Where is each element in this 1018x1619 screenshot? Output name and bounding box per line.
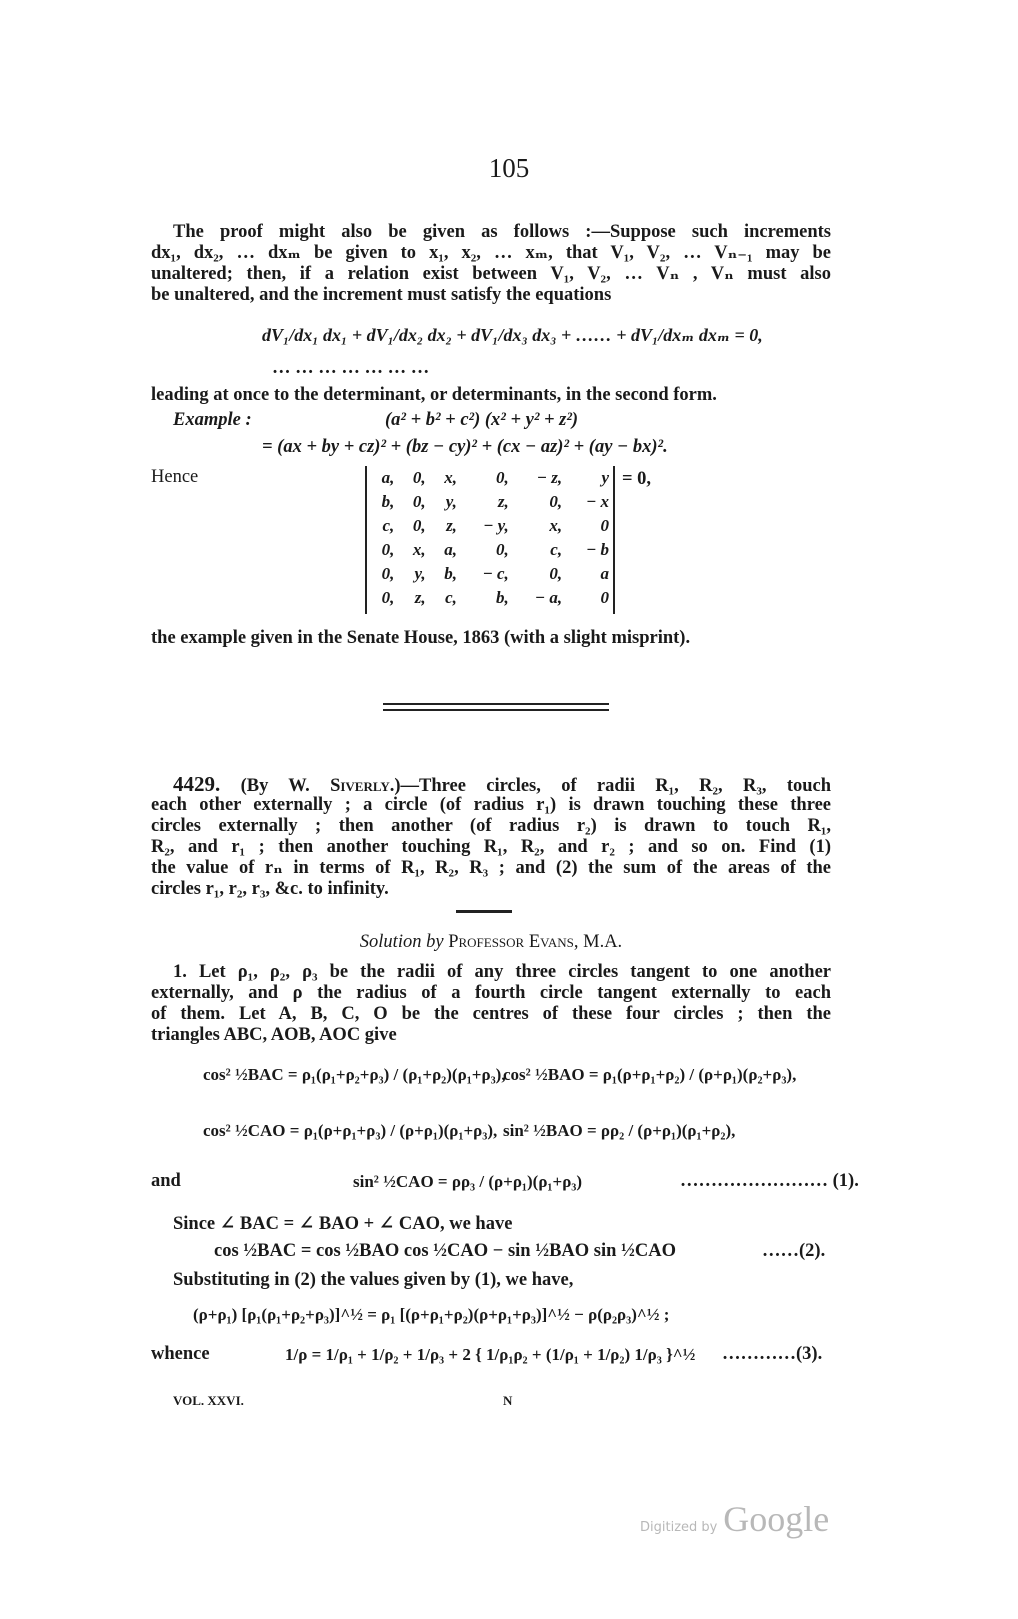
determinant-cell: 0	[600, 516, 609, 535]
substituting-line: Substituting in (2) the values given by (1), we have,	[173, 1270, 574, 1290]
page-number: 105	[488, 153, 530, 183]
para3: the example given in the Senate House, 1863 (with a slight misprint).	[151, 628, 691, 648]
eq-cos-bao: cos² ½BAO = ρ₁(ρ+ρ₁+ρ₂) / (ρ+ρ₁)(ρ₂+ρ₃),	[503, 1065, 797, 1084]
determinant	[365, 466, 615, 614]
and-label: and	[151, 1171, 181, 1191]
para1-line: The proof might also be given as follows :—Suppose such increments	[173, 222, 831, 242]
volume-footer: VOL. XXVI.	[173, 1393, 244, 1408]
determinant-cell: − y,	[483, 516, 509, 535]
determinant-cell: c,	[550, 540, 563, 559]
eq-3: 1/ρ = 1/ρ₁ + 1/ρ₂ + 1/ρ₃ + 2 { 1/ρ₁ρ₂ + (1/ρ₁ + 1/ρ₂) 1/ρ₃ }^½	[285, 1345, 696, 1364]
determinant-cell: 0,	[412, 468, 426, 487]
determinant-cell: y	[601, 468, 609, 487]
determinant-cell: x,	[412, 540, 426, 559]
determinant-cell: 0,	[412, 516, 426, 535]
determinant-cell: z,	[446, 516, 457, 535]
whence-label: whence	[151, 1344, 210, 1364]
question-author: Siverly	[330, 776, 390, 796]
author-prefix: (By W.	[240, 776, 331, 796]
determinant-cell: 0,	[549, 492, 563, 511]
eq-2: cos ½BAC = cos ½BAO cos ½CAO − sin ½BAO sin ½CAO	[214, 1241, 677, 1261]
determinant-cell: − c,	[482, 564, 509, 583]
eq-cos-bac: cos² ½BAC = ρ₁(ρ₁+ρ₂+ρ₃) / (ρ₁+ρ₂)(ρ₁+ρ₃),	[203, 1065, 506, 1084]
solution-line: externally, and ρ the radius of a fourth circle tangent externally to each	[151, 983, 831, 1003]
determinant-row	[367, 514, 613, 538]
determinant-cell: b,	[444, 564, 457, 583]
google-watermark	[640, 1498, 829, 1540]
eq-sin-cao: sin² ½CAO = ρρ₃ / (ρ+ρ₁)(ρ₁+ρ₃)	[353, 1172, 583, 1191]
question-number: 4429.	[173, 772, 221, 796]
determinant-cell: z,	[414, 588, 426, 607]
author-suffix: .)—Three circles, of radii R₁, R₂, R₃, touch	[389, 776, 832, 796]
det-equals: = 0,	[622, 469, 652, 489]
determinant-cell: − a,	[534, 588, 563, 607]
question-line: each other externally ; a circle (of radius r₁) is drawn touching these three	[151, 795, 831, 815]
example-label: Example :	[173, 410, 252, 430]
equation-1: dV₁/dx₁ dx₁ + dV₁/dx₂ dx₂ + dV₁/dx₃ dx₃ + …… + dV₁/dxₘ dxₘ = 0,	[262, 325, 763, 345]
solution-line: triangles ABC, AOB, AOC give	[151, 1025, 397, 1045]
eq2-tag: ……(2).	[762, 1241, 826, 1261]
example-line-2: = (ax + by + cz)² + (bz − cy)² + (cx − az)² + (ay − bx)².	[262, 437, 668, 457]
question-line: circles externally ; then another (of radius r₂) is drawn to touch R₁,	[151, 816, 831, 836]
determinant-row	[367, 490, 613, 514]
solution-line: 1. Let ρ₁, ρ₂, ρ₃ be the radii of any three circles tangent to one another	[173, 962, 831, 982]
example-line-1: (a² + b² + c²) (x² + y² + z²)	[385, 410, 579, 430]
determinant-cell: z,	[497, 492, 509, 511]
determinant-cell: b,	[496, 588, 509, 607]
determinant-cell: x,	[444, 468, 457, 487]
determinant-row	[367, 562, 613, 586]
solution-author: Professor Evans, M.A.	[443, 932, 623, 952]
question-line: circles r₁, r₂, r₃, &c. to infinity.	[151, 879, 389, 899]
determinant-cell: 0,	[381, 540, 395, 559]
determinant-cell: c,	[382, 516, 395, 535]
determinant-row	[367, 586, 613, 610]
hence-label: Hence	[151, 467, 199, 487]
double-rule-top	[383, 703, 609, 705]
eq1-tag: …………………… (1).	[680, 1171, 859, 1191]
eq-sin-bao: sin² ½BAO = ρρ₂ / (ρ+ρ₁)(ρ₁+ρ₂),	[503, 1121, 736, 1140]
eq3-tag: …………(3).	[722, 1344, 823, 1364]
signature-mark: N	[503, 1393, 513, 1408]
determinant-cell: − x	[585, 492, 609, 511]
solution-label: Solution by	[359, 932, 444, 952]
determinant-cell: y,	[414, 564, 426, 583]
question-line: R₂, and r₁ ; then another touching R₁, R₂, and r₂ ; and so on. Find (1)	[151, 837, 831, 857]
determinant-cell: a,	[444, 540, 457, 559]
eq-cos-cao: cos² ½CAO = ρ₁(ρ+ρ₁+ρ₃) / (ρ+ρ₁)(ρ₁+ρ₃),	[203, 1121, 498, 1140]
determinant-cell: x,	[549, 516, 563, 535]
determinant-cell: 0,	[549, 564, 563, 583]
determinant-cell: 0,	[381, 588, 395, 607]
question-first-line	[151, 774, 831, 797]
determinant-cell: y,	[445, 492, 457, 511]
watermark-prefix: Digitized by	[640, 1520, 718, 1535]
since-line: Since ∠ BAC = ∠ BAO + ∠ CAO, we have	[173, 1214, 513, 1234]
solution-line: of them. Let A, B, C, O be the centres of these four circles ; then the	[151, 1004, 831, 1024]
determinant-cell: 0,	[412, 492, 426, 511]
determinant-cell: 0,	[496, 468, 509, 487]
determinant-row	[367, 538, 613, 562]
determinant-cell: 0,	[381, 564, 395, 583]
double-rule-bottom	[383, 709, 609, 711]
determinant-cell: 0,	[496, 540, 509, 559]
determinant-cell: b,	[381, 492, 395, 511]
determinant-cell: − b	[585, 540, 609, 559]
watermark-brand: Google	[723, 1499, 830, 1539]
para1-line: be unaltered, and the increment must satisfy the equations	[151, 285, 612, 305]
para2: leading at once to the determinant, or determinants, in the second form.	[151, 385, 717, 405]
eq-substituted: (ρ+ρ₁) [ρ₁(ρ₁+ρ₂+ρ₃)]^½ = ρ₁ [(ρ+ρ₁+ρ₂)(ρ+ρ₁+ρ₃)]^½ − ρ(ρ₂ρ₃)^½ ;	[193, 1305, 670, 1324]
determinant-cell: − z,	[536, 468, 563, 487]
para1-line: unaltered; then, if a relation exist between V₁, V₂, … Vₙ , Vₙ must also	[151, 264, 831, 284]
determinant-cell: c,	[445, 588, 457, 607]
short-rule	[456, 910, 512, 913]
para1-line: dx₁, dx₂, … dxₘ be given to x₁, x₂, … xₘ, that V₁, V₂, … Vₙ₋₁ may be	[151, 243, 831, 263]
solution-heading	[151, 932, 831, 953]
question-line: the value of rₙ in terms of R₁, R₂, R₃ ; and (2) the sum of the areas of the	[151, 858, 831, 878]
determinant-cell: a	[600, 564, 609, 583]
determinant-cell: 0	[600, 588, 609, 607]
determinant-row	[367, 466, 613, 490]
determinant-cell: a,	[381, 468, 395, 487]
dots-row: … … … … … … …	[272, 358, 430, 378]
